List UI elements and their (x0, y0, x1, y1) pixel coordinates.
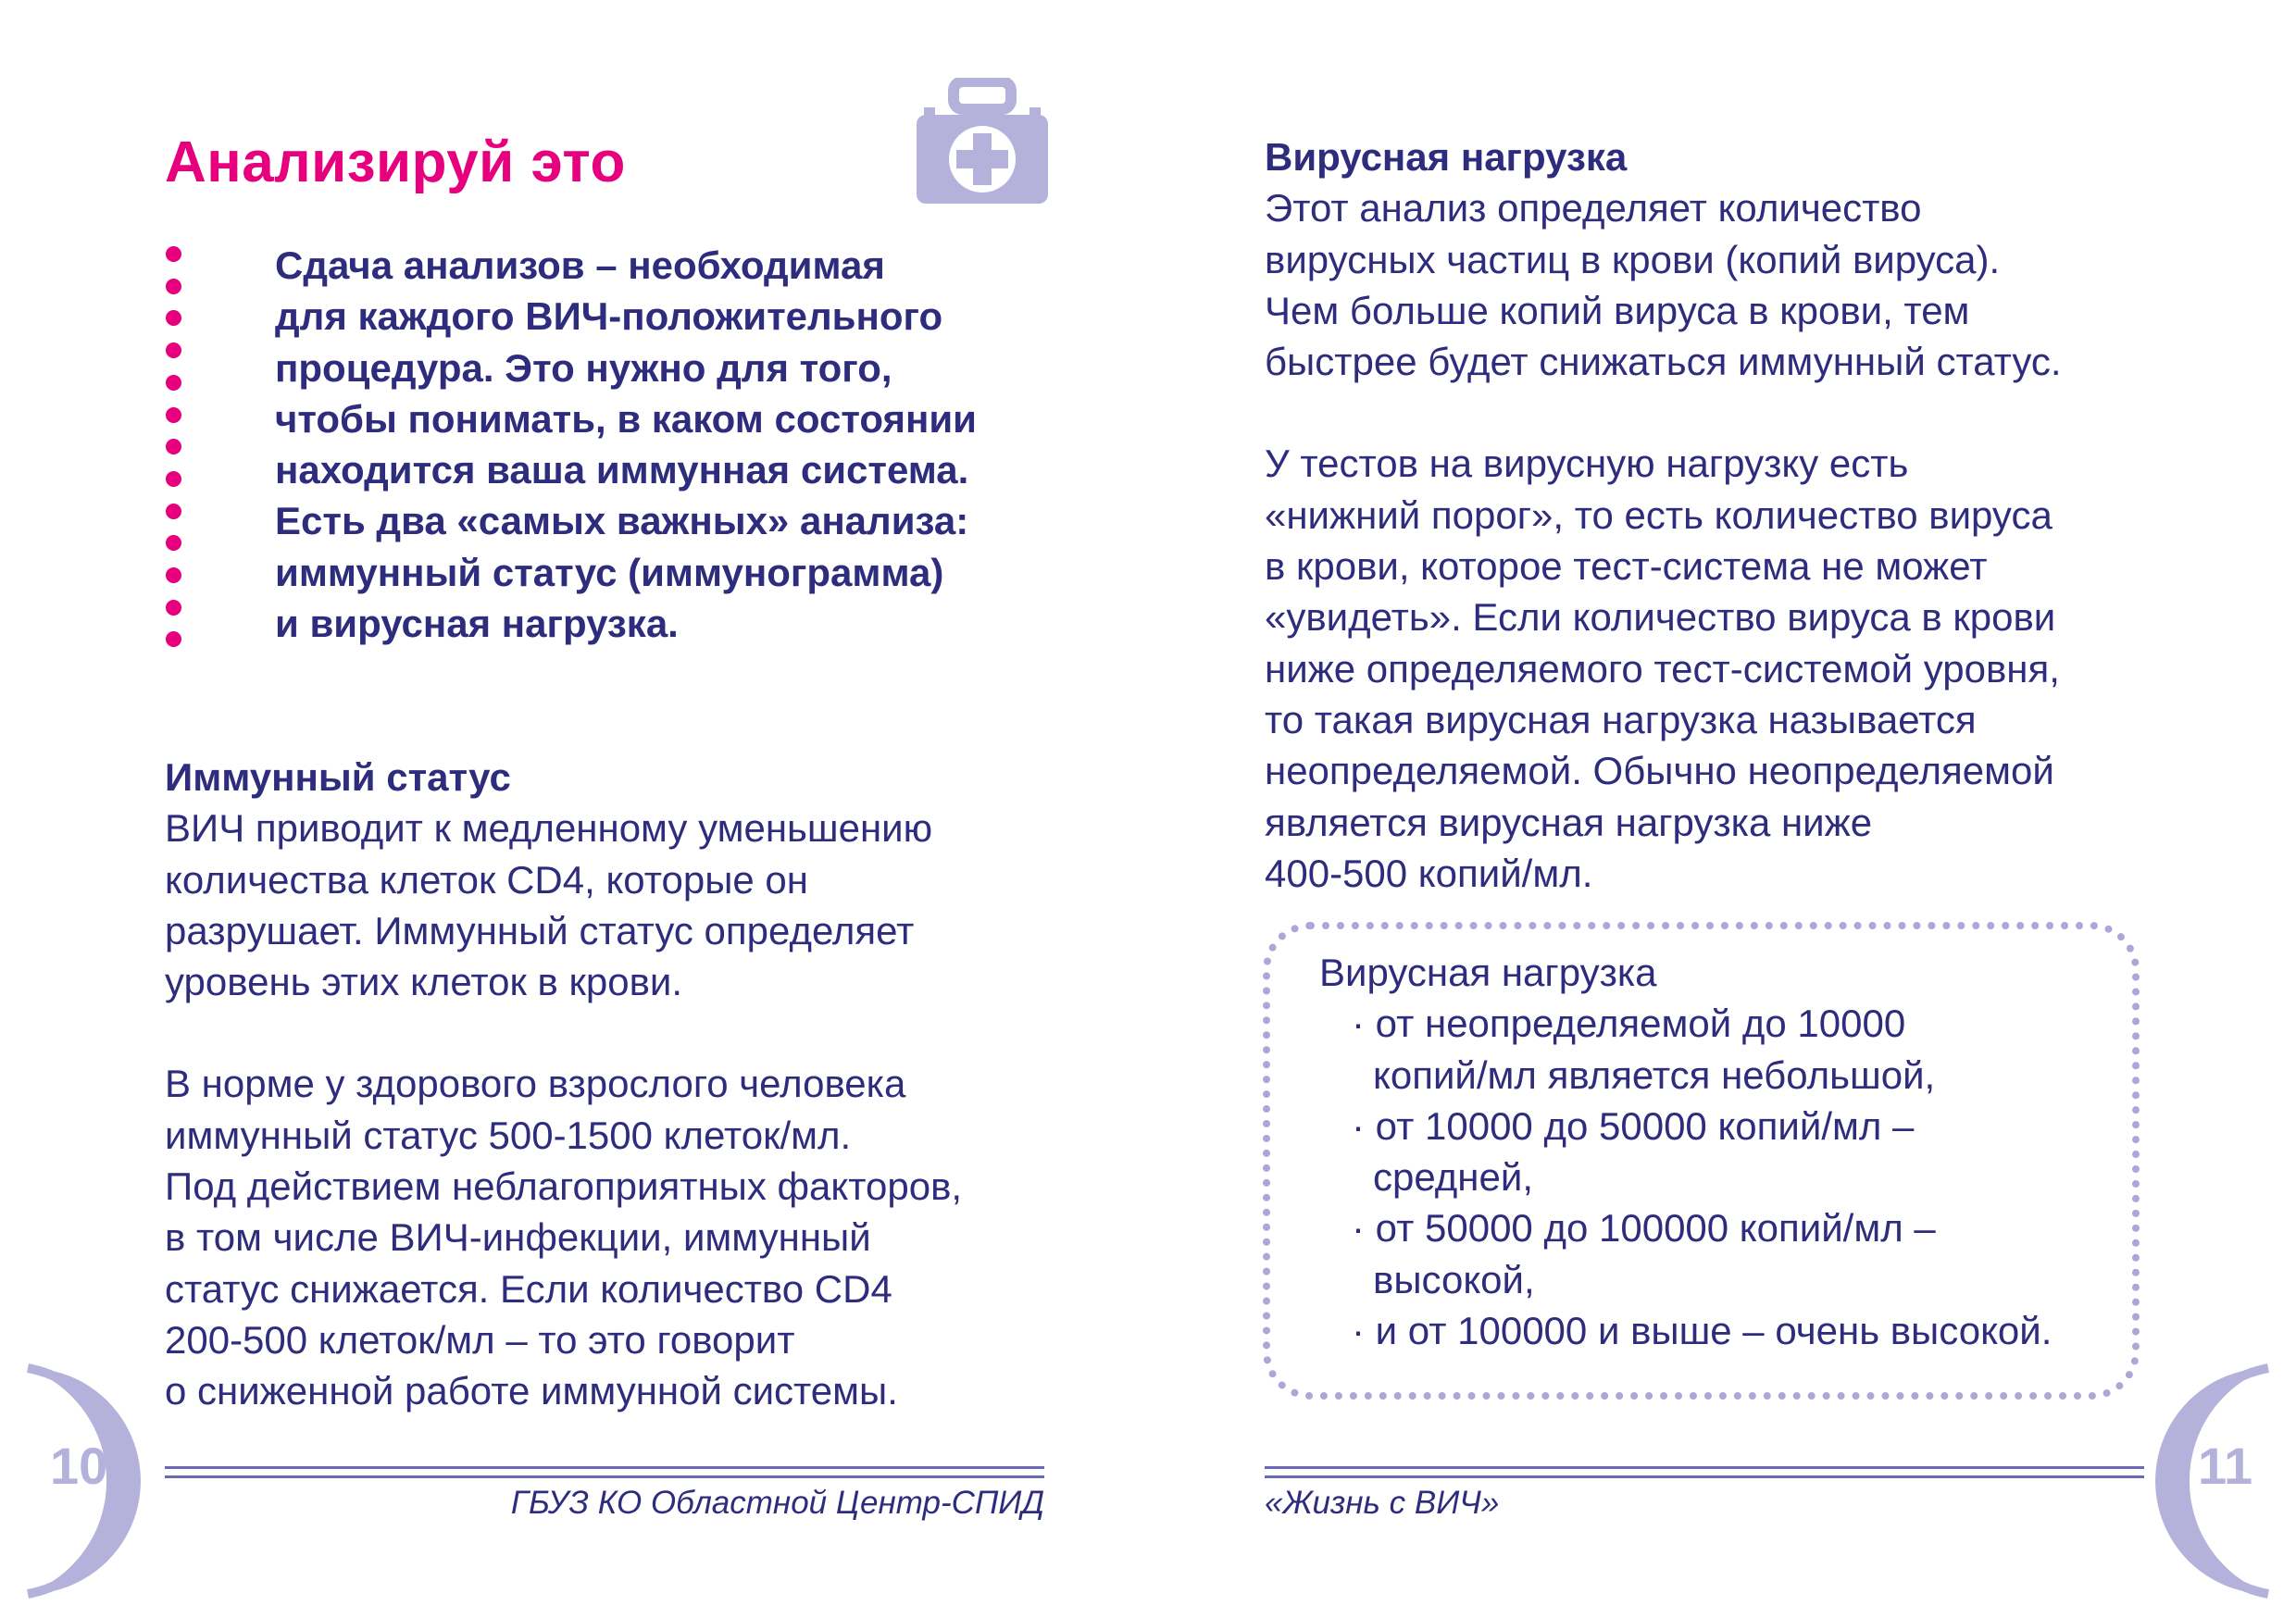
text-line: «нижний порог», то есть количество вируса (1265, 492, 2053, 537)
text-line: Этот анализ определяет количество (1265, 186, 1922, 230)
text-line: 200-500 клеток/мл – то это говорит (165, 1317, 795, 1362)
immune-status-section (165, 752, 1054, 1417)
intro-line: для каждого ВИЧ-положительного (275, 294, 943, 339)
text-line: статус снижается. Если количество CD4 (165, 1266, 892, 1311)
bullet-dot (166, 535, 181, 551)
bullet-dot (166, 567, 181, 583)
text-line: неопределяемой. Обычно неопределяемой (1265, 749, 2054, 793)
box-item: · от 50000 до 100000 копий/мл – (1352, 1206, 1936, 1251)
text-line: разрушает. Иммунный статус определяет (165, 908, 915, 952)
intro-text (275, 240, 1090, 649)
text-line: Чем больше копий вируса в крови, тем (1265, 288, 1970, 332)
bullet-dot (166, 439, 181, 454)
text-line: количества клеток CD4, которые он (165, 857, 808, 902)
intro-line: находится ваша иммунная система. (275, 448, 969, 492)
section-heading: Иммунный статус (165, 755, 511, 799)
bullet-dot (166, 600, 181, 616)
box-item-cont: средней, (1373, 1155, 1533, 1200)
bullet-dot (166, 310, 181, 326)
text-line: в крови, которое тест-система не может (1265, 544, 1988, 589)
box-item: · от неопределяемой до 10000 (1352, 1002, 1906, 1046)
text-line: ВИЧ приводит к медленному уменьшению (165, 806, 933, 851)
text-line: В норме у здорового взрослого человека (165, 1062, 906, 1106)
section-heading: Вирусная нагрузка (1265, 135, 1628, 179)
bullet-dot (166, 407, 181, 423)
bullet-dot (166, 375, 181, 391)
box-item-cont: высокой, (1373, 1257, 1535, 1301)
text-line: ниже определяемого тест-системой уровня, (1265, 646, 2060, 691)
box-item-cont: копий/мл является небольшой, (1373, 1052, 1936, 1097)
page-number-left: 10 (50, 1437, 108, 1495)
bullet-dot (166, 471, 181, 487)
intro-line: и вирусная нагрузка. (275, 602, 679, 646)
intro-line: чтобы понимать, в каком состоянии (275, 396, 977, 441)
text-line: то такая вирусная нагрузка называется (1265, 697, 1977, 741)
footer-rule (1265, 1475, 2144, 1478)
page-title: Анализируй это (165, 131, 626, 194)
text-line: Под действием неблагоприятных факторов, (165, 1164, 963, 1209)
intro-line: Есть два «самых важных» анализа: (275, 499, 969, 543)
medical-kit-icon (917, 78, 1048, 204)
box-title: Вирусная нагрузка (1319, 951, 1657, 994)
footer-left: ГБУЗ КО Областной Центр-СПИД (510, 1485, 1044, 1521)
text-line: о сниженной работе иммунной системы. (165, 1369, 898, 1413)
text-line: в том числе ВИЧ-инфекции, иммунный (165, 1215, 871, 1260)
footer-rule (165, 1475, 1044, 1478)
page-number-right: 11 (2198, 1437, 2253, 1495)
text-line: У тестов на вирусную нагрузку есть (1265, 442, 1909, 486)
box-item: · и от 100000 и выше – очень высокой. (1352, 1309, 2053, 1353)
intro-line: процедура. Это нужно для того, (275, 345, 892, 390)
bullet-dot (166, 631, 181, 647)
footer-rule (1265, 1466, 2144, 1469)
text-line: уровень этих клеток в крови. (165, 960, 683, 1004)
viral-load-box-text (1319, 947, 2052, 1356)
footer-right: «Жизнь с ВИЧ» (1265, 1485, 1500, 1521)
intro-line: Сдача анализов – необходимая (275, 243, 885, 287)
text-line: быстрее будет снижаться иммунный статус. (1265, 340, 2062, 384)
bullet-dot (166, 342, 181, 358)
bullet-dot (166, 246, 181, 262)
text-line: «увидеть». Если количество вируса в крови (1265, 595, 2056, 640)
footer-rule (165, 1466, 1044, 1469)
text-line: вирусных частиц в крови (копий вируса). (1265, 237, 2001, 281)
box-item: · от 10000 до 50000 копий/мл – (1352, 1103, 1915, 1148)
bullet-dot (166, 279, 181, 294)
text-line: иммунный статус 500-1500 клеток/мл. (165, 1113, 852, 1157)
viral-load-section (1265, 131, 2190, 899)
text-line: 400-500 копий/мл. (1265, 851, 1593, 895)
text-line: является вирусная нагрузка ниже (1265, 800, 1873, 844)
intro-line: иммунный статус (иммунограмма) (275, 550, 944, 594)
bullet-dot (166, 504, 181, 519)
